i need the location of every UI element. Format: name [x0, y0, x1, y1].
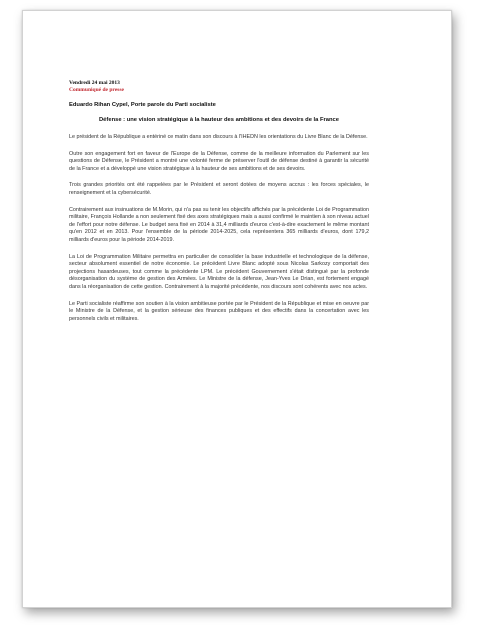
press-release	[69, 80, 369, 329]
paragraph-4: Contrairement aux insinuations de M.Morin, qui n'a pas su tenir les objectifs affichés par la précédente Loi de Programmation militaire, François Hollande a non seulement fixé des axes stratégiques mais a aussi confirmé le maintien à son niveau actuel de l'effort pour notre défense. Le budget sera fixé en 2014 à 31,4 milliards d'euros c'est-à-dire exactement le même montant qu'en 2012 et en 2013. Pour l'ensemble de la période 2014-2025, cela représentera 365 milliards d'euros, dont 179,2 milliards d'euros pour la période 2014-2019.	[69, 206, 369, 243]
release-type: Communiqué de presse	[69, 87, 124, 93]
author-line: Eduardo Rihan Cypel, Porte parole du Parti socialiste	[69, 102, 216, 108]
document-page	[22, 10, 452, 608]
paragraph-2: Outre son engagement fort en faveur de l'Europe de la Défense, comme de la meilleure information du Parlement sur les questions de Défense, le Président a montré une volonté ferme de préserver l'outil de défense destiné à garantir la sécurité de la France et a développé une vision stratégique à la hauteur de ses ambitions et de ses devoirs.	[69, 150, 369, 172]
headline: Défense : une vision stratégique à la hauteur des ambitions et des devoirs de la France	[99, 117, 339, 123]
paragraph-5: La Loi de Programmation Militaire permettra en particulier de consolider la base industrielle et technologique de la défense, secteur absolument essentiel de notre économie. Le précédent Livre Blanc adopté sous Nicolas Sarkozy comportait des projections hasardeuses, tout comme la précédente LPM. Le précédent Gouvernement s'était distingué par la profonde désorganisation du système de gestion des Armées. Le Ministre de la défense, Jean-Yves Le Drian, est fortement engagé dans la réorganisation de cette gestion. Contrairement à la majorité précédente, nos discours sont cohérents avec nos actes.	[69, 253, 369, 290]
release-date: Vendredi 24 mai 2013	[69, 80, 120, 86]
paragraph-3: Trois grandes priorités ont été rappelées par le Président et seront dotées de moyens accrus : les forces spéciales, le renseignement et la cybersécurité.	[69, 182, 369, 196]
paragraph-1: Le président de la République a entériné ce matin dans son discours à l'IHEDN les orientations du Livre Blanc de la Défense.	[69, 134, 368, 140]
paragraph-6: Le Parti socialiste réaffirme son soutien à la vision ambitieuse portée par le Président de la République et mise en oeuvre par le Ministre de la Défense, et la gestion sérieuse des finances publiques et des effectifs dans la concertation avec les personnels civils et militaires.	[69, 300, 369, 322]
